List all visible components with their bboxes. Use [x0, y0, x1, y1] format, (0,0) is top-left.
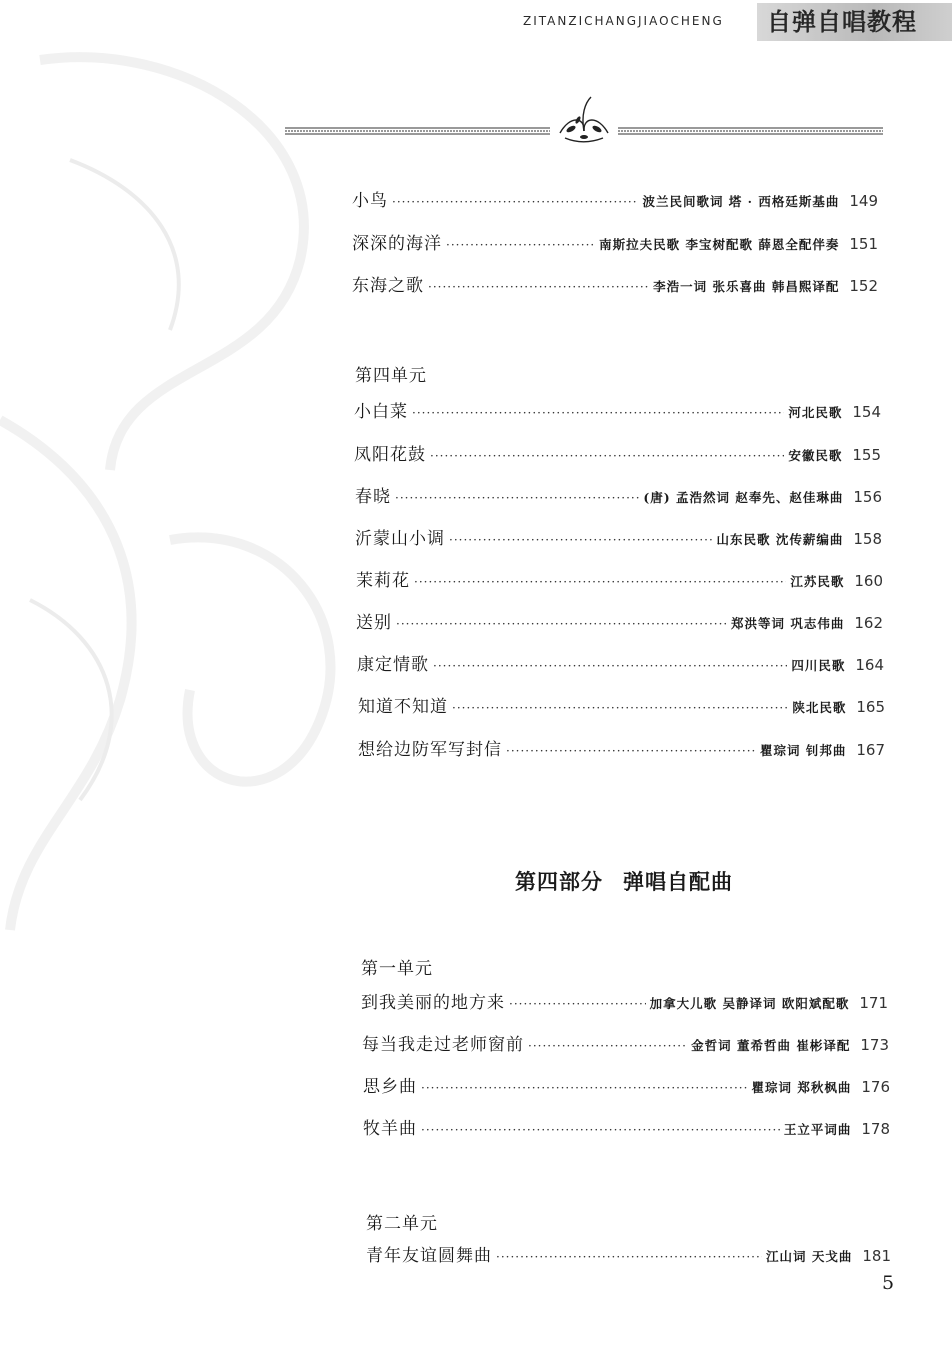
- page-ref: 158: [853, 530, 882, 548]
- leader-dots: [428, 280, 649, 294]
- song-title: 康定情歌: [357, 655, 429, 675]
- leader-dots: [421, 1081, 748, 1095]
- toc-entry[interactable]: [366, 1241, 891, 1265]
- unit-heading: 第二单元: [366, 1214, 438, 1234]
- floral-divider-ornament: [285, 95, 883, 147]
- page-ref: 162: [854, 614, 883, 632]
- song-title: 牧羊曲: [363, 1119, 417, 1139]
- leader-dots: [412, 406, 784, 420]
- song-credit: 李浩一词 张乐喜曲 韩昌熙译配: [653, 279, 840, 294]
- song-credit: 郑洪等词 巩志伟曲: [731, 616, 845, 631]
- leader-dots: [452, 701, 788, 715]
- toc-entry[interactable]: [357, 650, 884, 674]
- song-title: 想给边防军写封信: [358, 740, 502, 760]
- song-credit: (唐) 孟浩然词 赵奉先、赵佳琳曲: [643, 490, 844, 505]
- leader-dots: [395, 491, 639, 505]
- song-title: 沂蒙山小调: [355, 529, 445, 549]
- page-ref: 173: [860, 1036, 889, 1054]
- song-credit: 江苏民歌: [790, 574, 845, 589]
- page-ref: 167: [856, 741, 885, 759]
- page-ref: 171: [859, 994, 888, 1012]
- song-title: 茉莉花: [356, 571, 410, 591]
- leader-dots: [392, 195, 638, 209]
- song-credit: 安徽民歌: [788, 448, 843, 463]
- song-credit: 金哲词 董希哲曲 崔彬译配: [691, 1038, 851, 1053]
- page-number: 5: [882, 1272, 895, 1294]
- toc-entry[interactable]: [356, 608, 883, 632]
- leader-dots: [449, 533, 713, 547]
- leader-dots: [421, 1123, 780, 1137]
- page-ref: 155: [852, 446, 881, 464]
- page-ref: 149: [849, 192, 878, 210]
- song-credit: 四川民歌: [791, 658, 846, 673]
- toc-entry[interactable]: [358, 735, 885, 759]
- toc-entry[interactable]: [361, 988, 888, 1012]
- song-credit: 加拿大儿歌 吴静译词 欧阳斌配歌: [649, 996, 850, 1011]
- toc-entry[interactable]: [363, 1072, 890, 1096]
- song-credit: 南斯拉夫民歌 李宝树配歌 薛恩全配伴奏: [599, 237, 840, 252]
- page-ref: 154: [852, 403, 881, 421]
- page-ref: 151: [849, 235, 878, 253]
- song-credit: 瞿琮词 钊邦曲: [760, 743, 847, 758]
- toc-entry[interactable]: [356, 566, 883, 590]
- song-credit: 王立平词曲: [783, 1122, 852, 1137]
- toc-entry[interactable]: [362, 1030, 889, 1054]
- page-ref: 181: [862, 1247, 891, 1265]
- song-credit: 江山词 天戈曲: [766, 1249, 853, 1264]
- toc-entry[interactable]: [355, 482, 882, 506]
- part-title: 弹唱自配曲: [623, 869, 733, 894]
- song-credit: 陕北民歌: [792, 700, 847, 715]
- song-title: 思乡曲: [363, 1077, 417, 1097]
- toc-entry[interactable]: [358, 692, 885, 716]
- song-credit: 波兰民间歌词 塔 · 西格廷斯基曲: [642, 194, 840, 209]
- leader-dots: [506, 744, 756, 758]
- toc-entry[interactable]: [355, 524, 882, 548]
- unit-heading: 第四单元: [355, 366, 427, 386]
- page-ref: 152: [849, 277, 878, 295]
- header-title: 自弹自唱教程: [757, 3, 952, 41]
- leader-dots: [433, 659, 787, 673]
- song-title: 小白菜: [354, 402, 408, 422]
- page-ref: 176: [861, 1078, 890, 1096]
- leader-dots: [446, 238, 595, 252]
- leader-dots: [496, 1250, 762, 1264]
- song-title: 每当我走过老师窗前: [362, 1035, 524, 1055]
- leader-dots: [414, 575, 786, 589]
- song-title: 凤阳花鼓: [354, 445, 426, 465]
- song-title: 春晓: [355, 487, 391, 507]
- song-title: 知道不知道: [358, 697, 448, 717]
- toc-entry[interactable]: [352, 271, 878, 295]
- song-title: 东海之歌: [352, 276, 424, 296]
- toc-entry[interactable]: [354, 397, 881, 421]
- toc-entry[interactable]: [363, 1114, 890, 1138]
- song-credit: 河北民歌: [788, 405, 843, 420]
- leader-dots: [430, 449, 784, 463]
- page-ref: 156: [853, 488, 882, 506]
- toc-entry[interactable]: [352, 229, 878, 253]
- toc-entry[interactable]: [352, 186, 878, 210]
- page-ref: 165: [856, 698, 885, 716]
- leader-dots: [396, 617, 727, 631]
- song-title: 小鸟: [352, 191, 388, 211]
- page-ref: 178: [861, 1120, 890, 1138]
- toc-entry[interactable]: [354, 440, 881, 464]
- page-ref: 160: [854, 572, 883, 590]
- song-title: 青年友谊圆舞曲: [366, 1246, 492, 1266]
- leader-dots: [509, 997, 646, 1011]
- song-title: 送别: [356, 613, 392, 633]
- unit-heading: 第一单元: [361, 959, 433, 979]
- leader-dots: [528, 1039, 687, 1053]
- header-pinyin: ZITANZICHANGJIAOCHENG: [523, 14, 724, 28]
- part-label: 第四部分: [515, 869, 603, 894]
- song-title: 深深的海洋: [352, 234, 442, 254]
- song-credit: 山东民歌 沈传薪编曲: [716, 532, 844, 547]
- song-title: 到我美丽的地方来: [361, 993, 505, 1013]
- song-credit: 瞿琮词 郑秋枫曲: [751, 1080, 852, 1095]
- page-ref: 164: [855, 656, 884, 674]
- part-heading: [515, 866, 733, 896]
